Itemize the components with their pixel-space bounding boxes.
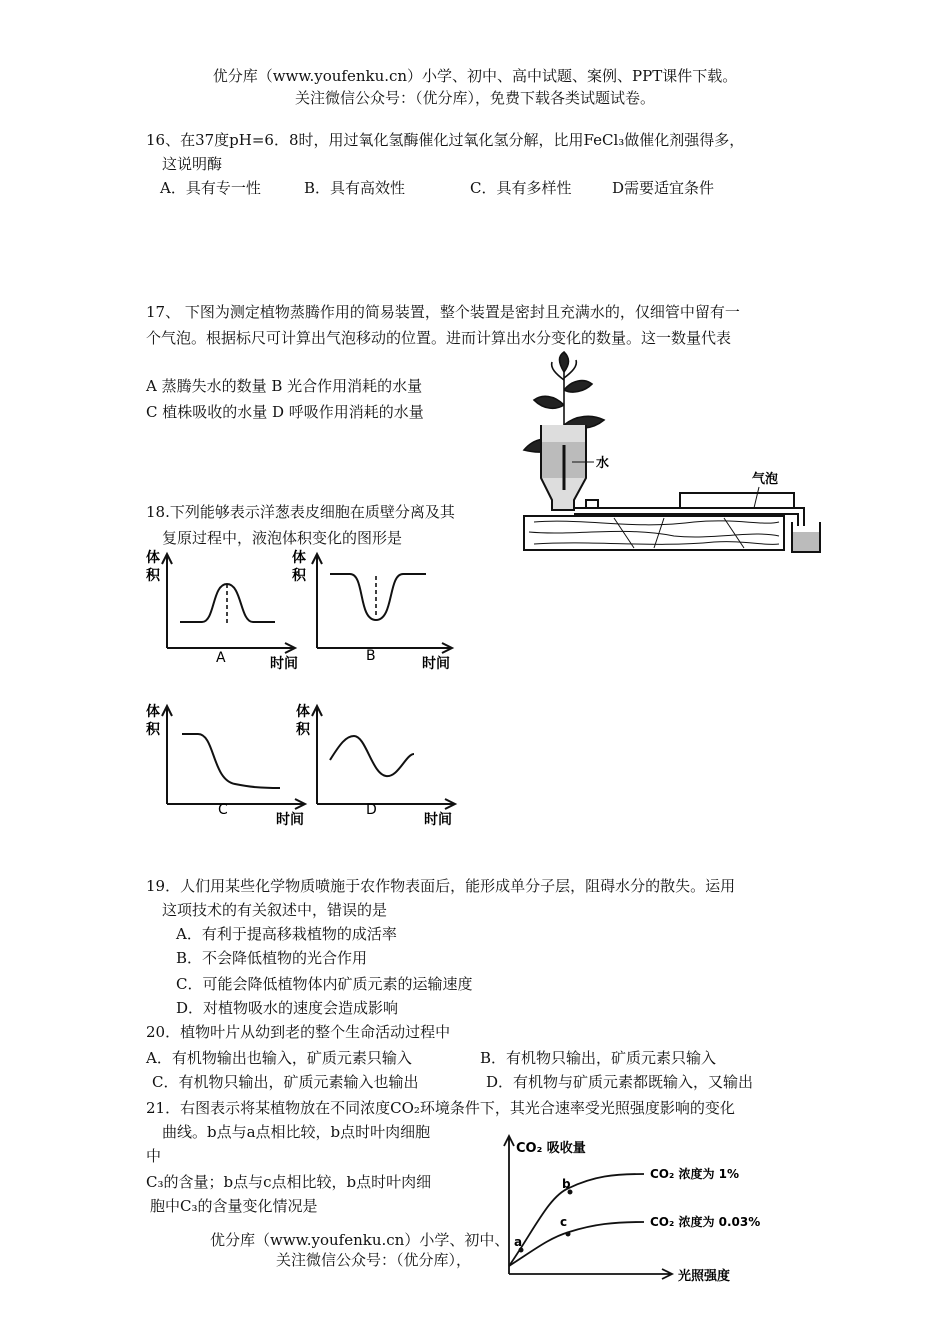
- q21-stem-line3: 中: [146, 1147, 162, 1165]
- q16-stem-line1: 16、在37度pH=6．8时，用过氧化氢酶催化过氧化氢分解，比用FeCl₃做催化剂强得多，: [146, 131, 745, 149]
- chart-xlabel: 光照强度: [678, 1269, 731, 1284]
- q19-option-c: C．可能会降低植物体内矿质元素的运输速度: [176, 975, 473, 993]
- series-co2-003pct: [509, 1222, 644, 1266]
- q19-option-b: B．不会降低植物的光合作用: [176, 949, 368, 967]
- q17-stem-line1: 17、 下图为测定植物蒸腾作用的简易装置，整个装置是密封且充满水的，仅细管中留有一: [146, 303, 740, 321]
- graph-c-letter: C: [218, 802, 228, 818]
- q19-stem-line1: 19．人们用某些化学物质喷施于农作物表面后，能形成单分子层，阻碍水分的散失。运用: [146, 877, 736, 895]
- series1-label: CO₂ 浓度为 1%: [650, 1167, 739, 1181]
- point-b-label: b: [562, 1177, 571, 1191]
- graph-d-xlabel: 时间: [424, 812, 452, 828]
- q17-options-ab: A 蒸腾失水的数量 B 光合作用消耗的水量: [146, 377, 423, 395]
- q19-option-a: A．有利于提高移栽植物的成活率: [176, 925, 397, 943]
- graph-b: [290, 546, 460, 674]
- graph-a-letter: A: [216, 650, 226, 666]
- water-flask: [541, 425, 594, 510]
- header-line-2: 关注微信公众号：（优分库），免费下载各类试题试卷。: [294, 89, 655, 107]
- q16-option-a: A．具有专一性: [160, 179, 261, 197]
- graph-a-ylabel-bottom: 积: [146, 568, 160, 584]
- q20-option-c: C．有机物只输出，矿质元素输入也输出: [152, 1073, 419, 1091]
- q20-option-a: A．有机物输出也输入，矿质元素只输入: [146, 1049, 412, 1067]
- q17-stem-line2: 个气泡。根据标尺可计算出气泡移动的位置。进而计算出水分变化的数量。这一数量代表: [146, 329, 732, 347]
- graph-a-xlabel: 时间: [270, 656, 298, 672]
- transpiration-apparatus-figure: [514, 350, 824, 555]
- q19-stem-line2: 这项技术的有关叙述中，错误的是: [162, 901, 388, 919]
- graph-c: [140, 700, 310, 830]
- graph-c-ylabel-bottom: 积: [146, 722, 160, 738]
- point-c-marker: [566, 1232, 571, 1237]
- q21-stem-line1: 21．右图表示将某植物放在不同浓度CO₂环境条件下，其光合速率受光照强度影响的变化: [146, 1099, 735, 1117]
- graph-a: [140, 546, 300, 674]
- q16-stem-line2: 这说明酶: [162, 155, 223, 173]
- graph-b-ylabel-bottom: 积: [292, 568, 306, 584]
- graph-c-xlabel: 时间: [276, 812, 304, 828]
- wooden-base: [524, 516, 784, 550]
- q18-stem-line1: 18.下列能够表示洋葱表皮细胞在质壁分离及其: [146, 503, 455, 521]
- co2-absorption-chart: [494, 1130, 794, 1286]
- q21-stem-line4: C₃的含量；b点与c点相比较，b点时叶肉细: [146, 1173, 432, 1191]
- collection-beaker: [792, 522, 820, 552]
- bubble-label: 气泡: [752, 472, 779, 487]
- q21-stem-line5: 胞中C₃的含量变化情况是: [150, 1197, 318, 1215]
- chart-ylabel: CO₂ 吸收量: [516, 1141, 586, 1156]
- q19-option-d: D．对植物吸水的速度会造成影响: [176, 999, 399, 1017]
- header-line-1: 优分库（www.youfenku.cn）小学、初中、高中试题、案例、PPT课件下载。: [212, 67, 738, 85]
- graph-a-ylabel-top: 体: [146, 550, 160, 566]
- graph-d-letter: D: [366, 802, 377, 818]
- q20-option-d: D．有机物与矿质元素都既输入，又输出: [486, 1073, 754, 1091]
- series2-label: CO₂ 浓度为 0.03%: [650, 1215, 761, 1229]
- q17-options-cd: C 植株吸收的水量 D 呼吸作用消耗的水量: [146, 403, 424, 421]
- graph-c-ylabel-top: 体: [146, 704, 160, 720]
- q16-option-d: D需要适宜条件: [612, 179, 715, 197]
- graph-d-ylabel-bottom: 积: [296, 722, 310, 738]
- q20-option-b: B．有机物只输出，矿质元素只输入: [480, 1049, 717, 1067]
- water-label: 水: [596, 456, 610, 471]
- q16-option-c: C．具有多样性: [470, 179, 572, 197]
- q20-stem: 20．植物叶片从幼到老的整个生命活动过程中: [146, 1023, 451, 1041]
- q18-stem-line2: 复原过程中，液泡体积变化的图形是: [162, 529, 403, 547]
- footer-line-2: 关注微信公众号：（优分库），: [276, 1251, 472, 1269]
- graph-b-xlabel: 时间: [422, 656, 450, 672]
- graph-d: [290, 700, 465, 830]
- q16-option-b: B．具有高效性: [304, 179, 406, 197]
- q21-stem-line2: 曲线。b点与a点相比较，b点时叶肉细胞: [162, 1123, 431, 1141]
- point-a-label: a: [514, 1235, 523, 1249]
- graph-d-ylabel-top: 体: [296, 704, 310, 720]
- chart-y-axis: [504, 1136, 514, 1274]
- footer-line-1: 优分库（www.youfenku.cn）小学、初中、: [210, 1231, 510, 1249]
- graph-b-letter: B: [366, 648, 376, 664]
- graph-b-ylabel-top: 体: [292, 550, 306, 566]
- chart-x-axis: [509, 1269, 672, 1279]
- point-c-label: c: [560, 1215, 568, 1229]
